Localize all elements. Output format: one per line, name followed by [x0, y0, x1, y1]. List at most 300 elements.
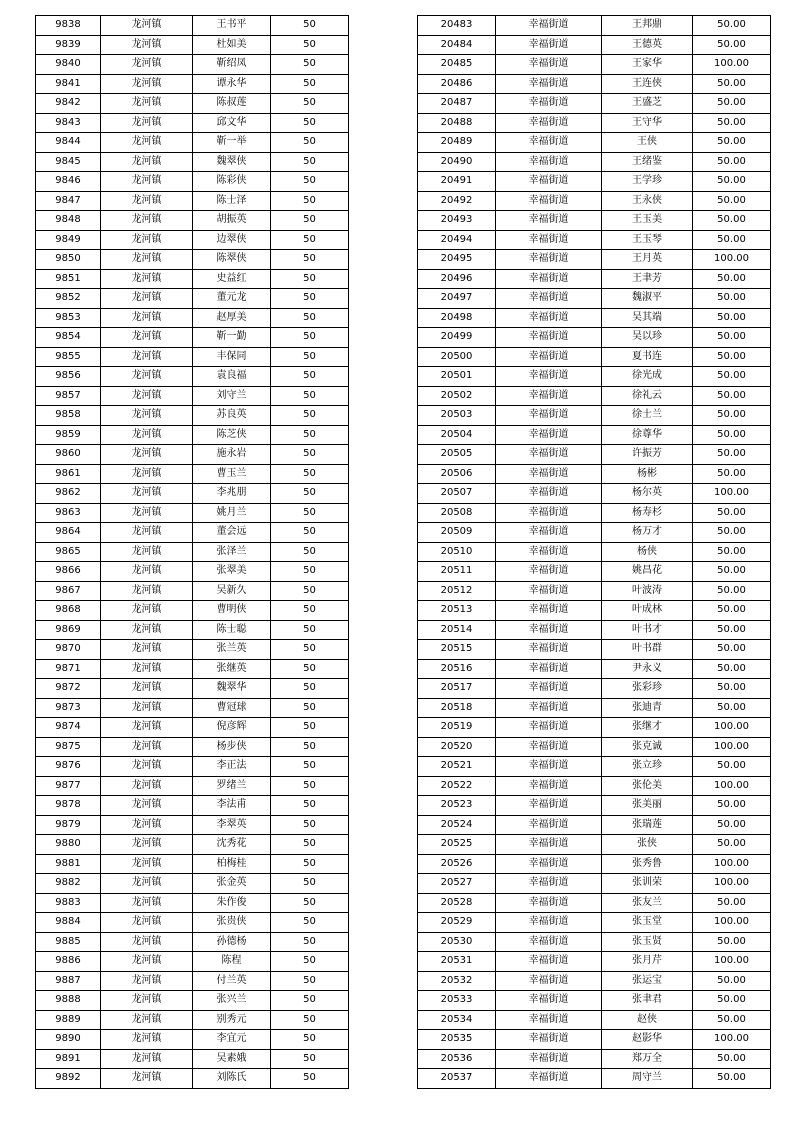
serial-number-cell: 20529 [418, 913, 496, 933]
serial-number-cell: 9873 [36, 698, 101, 718]
name-cell: 张继英 [193, 659, 271, 679]
amount-cell: 100.00 [693, 484, 771, 504]
town-cell: 幸福街道 [496, 932, 602, 952]
table-row [418, 854, 771, 874]
serial-number-cell: 20506 [418, 464, 496, 484]
table-row [36, 815, 349, 835]
town-cell: 龙河镇 [101, 289, 193, 309]
serial-number-cell: 9874 [36, 718, 101, 738]
table-row [36, 659, 349, 679]
serial-number-cell: 20513 [418, 601, 496, 621]
table-row [36, 718, 349, 738]
amount-cell: 50.00 [693, 406, 771, 426]
name-cell: 施永岩 [193, 445, 271, 465]
serial-number-cell: 20505 [418, 445, 496, 465]
table-row [36, 1030, 349, 1050]
table-row [418, 1030, 771, 1050]
town-cell: 幸福街道 [496, 464, 602, 484]
serial-number-cell: 9855 [36, 347, 101, 367]
table-row [36, 172, 349, 192]
amount-cell: 50 [271, 1069, 349, 1089]
serial-number-cell: 9838 [36, 16, 101, 36]
serial-number-cell: 20495 [418, 250, 496, 270]
town-cell: 幸福街道 [496, 679, 602, 699]
table-row [418, 269, 771, 289]
amount-cell: 50 [271, 425, 349, 445]
name-cell: 杨步侠 [193, 737, 271, 757]
amount-cell: 50 [271, 230, 349, 250]
name-cell: 曹冠球 [193, 698, 271, 718]
town-cell: 龙河镇 [101, 269, 193, 289]
serial-number-cell: 9859 [36, 425, 101, 445]
amount-cell: 50.00 [693, 211, 771, 231]
amount-cell: 50.00 [693, 932, 771, 952]
table-row [36, 737, 349, 757]
left-table [35, 15, 349, 1089]
town-cell: 龙河镇 [101, 308, 193, 328]
serial-number-cell: 20492 [418, 191, 496, 211]
name-cell: 杨侠 [602, 542, 693, 562]
name-cell: 苏良英 [193, 406, 271, 426]
town-cell: 幸福街道 [496, 1049, 602, 1069]
table-row [36, 854, 349, 874]
name-cell: 靳绍凤 [193, 55, 271, 75]
amount-cell: 50 [271, 601, 349, 621]
serial-number-cell: 9852 [36, 289, 101, 309]
table-row [36, 464, 349, 484]
serial-number-cell: 20500 [418, 347, 496, 367]
table-row [418, 835, 771, 855]
name-cell: 张友兰 [602, 893, 693, 913]
name-cell: 杨尔英 [602, 484, 693, 504]
town-cell: 龙河镇 [101, 386, 193, 406]
amount-cell: 50 [271, 562, 349, 582]
town-cell: 幸福街道 [496, 542, 602, 562]
table-row [36, 94, 349, 114]
serial-number-cell: 20514 [418, 620, 496, 640]
name-cell: 王德英 [602, 35, 693, 55]
table-row [36, 74, 349, 94]
table-row [36, 835, 349, 855]
table-row [36, 874, 349, 894]
name-cell: 胡振英 [193, 211, 271, 231]
serial-number-cell: 9861 [36, 464, 101, 484]
table-row [418, 991, 771, 1011]
table-row [36, 1069, 349, 1089]
name-cell: 郑万全 [602, 1049, 693, 1069]
town-cell: 幸福街道 [496, 406, 602, 426]
table-row [418, 347, 771, 367]
name-cell: 魏淑平 [602, 289, 693, 309]
name-cell: 魏翠华 [193, 679, 271, 699]
town-cell: 龙河镇 [101, 620, 193, 640]
name-cell: 吴以珍 [602, 328, 693, 348]
table-row [418, 445, 771, 465]
table-row [418, 113, 771, 133]
town-cell: 幸福街道 [496, 874, 602, 894]
amount-cell: 100.00 [693, 250, 771, 270]
town-cell: 幸福街道 [496, 445, 602, 465]
amount-cell: 50 [271, 308, 349, 328]
serial-number-cell: 9867 [36, 581, 101, 601]
town-cell: 龙河镇 [101, 542, 193, 562]
amount-cell: 50 [271, 94, 349, 114]
amount-cell: 50 [271, 250, 349, 270]
serial-number-cell: 20489 [418, 133, 496, 153]
serial-number-cell: 9858 [36, 406, 101, 426]
town-cell: 龙河镇 [101, 464, 193, 484]
name-cell: 陈程 [193, 952, 271, 972]
town-cell: 龙河镇 [101, 991, 193, 1011]
town-cell: 龙河镇 [101, 367, 193, 387]
serial-number-cell: 20531 [418, 952, 496, 972]
serial-number-cell: 9884 [36, 913, 101, 933]
table-row [418, 542, 771, 562]
amount-cell: 50 [271, 386, 349, 406]
serial-number-cell: 20491 [418, 172, 496, 192]
serial-number-cell: 9865 [36, 542, 101, 562]
town-cell: 龙河镇 [101, 952, 193, 972]
town-cell: 幸福街道 [496, 835, 602, 855]
amount-cell: 50 [271, 347, 349, 367]
name-cell: 王绪鉴 [602, 152, 693, 172]
amount-cell: 50 [271, 152, 349, 172]
town-cell: 龙河镇 [101, 698, 193, 718]
serial-number-cell: 20508 [418, 503, 496, 523]
town-cell: 龙河镇 [101, 230, 193, 250]
town-cell: 龙河镇 [101, 640, 193, 660]
serial-number-cell: 9864 [36, 523, 101, 543]
amount-cell: 50 [271, 893, 349, 913]
serial-number-cell: 20517 [418, 679, 496, 699]
name-cell: 叶书才 [602, 620, 693, 640]
table-row [418, 55, 771, 75]
town-cell: 幸福街道 [496, 289, 602, 309]
town-cell: 龙河镇 [101, 523, 193, 543]
table-row [36, 367, 349, 387]
serial-number-cell: 9849 [36, 230, 101, 250]
name-cell: 边翠侠 [193, 230, 271, 250]
serial-number-cell: 20488 [418, 113, 496, 133]
name-cell: 徐尊华 [602, 425, 693, 445]
amount-cell: 50.00 [693, 386, 771, 406]
table-row [418, 250, 771, 270]
name-cell: 张月芹 [602, 952, 693, 972]
amount-cell: 50.00 [693, 991, 771, 1011]
table-row [418, 133, 771, 153]
amount-cell: 50.00 [693, 562, 771, 582]
amount-cell: 50.00 [693, 620, 771, 640]
serial-number-cell: 9854 [36, 328, 101, 348]
amount-cell: 50 [271, 172, 349, 192]
town-cell: 幸福街道 [496, 659, 602, 679]
town-cell: 幸福街道 [496, 230, 602, 250]
name-cell: 张兴兰 [193, 991, 271, 1011]
table-row [36, 796, 349, 816]
amount-cell: 50 [271, 874, 349, 894]
name-cell: 王家华 [602, 55, 693, 75]
table-row [418, 191, 771, 211]
town-cell: 龙河镇 [101, 172, 193, 192]
name-cell: 张秀鲁 [602, 854, 693, 874]
amount-cell: 50.00 [693, 152, 771, 172]
amount-cell: 100.00 [693, 952, 771, 972]
amount-cell: 50 [271, 74, 349, 94]
table-row [418, 523, 771, 543]
serial-number-cell: 9856 [36, 367, 101, 387]
name-cell: 陈士聪 [193, 620, 271, 640]
name-cell: 靳一勤 [193, 328, 271, 348]
amount-cell: 50.00 [693, 815, 771, 835]
name-cell: 陈芝侠 [193, 425, 271, 445]
amount-cell: 50 [271, 679, 349, 699]
serial-number-cell: 9857 [36, 386, 101, 406]
name-cell: 张训荣 [602, 874, 693, 894]
serial-number-cell: 20516 [418, 659, 496, 679]
serial-number-cell: 9839 [36, 35, 101, 55]
serial-number-cell: 20490 [418, 152, 496, 172]
serial-number-cell: 9887 [36, 971, 101, 991]
amount-cell: 50 [271, 932, 349, 952]
serial-number-cell: 9842 [36, 94, 101, 114]
name-cell: 徐礼云 [602, 386, 693, 406]
name-cell: 王玉美 [602, 211, 693, 231]
serial-number-cell: 20512 [418, 581, 496, 601]
town-cell: 龙河镇 [101, 94, 193, 114]
serial-number-cell: 9851 [36, 269, 101, 289]
table-row [36, 230, 349, 250]
table-row [36, 191, 349, 211]
name-cell: 王月英 [602, 250, 693, 270]
town-cell: 龙河镇 [101, 503, 193, 523]
serial-number-cell: 20504 [418, 425, 496, 445]
amount-cell: 50.00 [693, 523, 771, 543]
table-row [418, 230, 771, 250]
town-cell: 龙河镇 [101, 425, 193, 445]
amount-cell: 100.00 [693, 718, 771, 738]
town-cell: 龙河镇 [101, 601, 193, 621]
town-cell: 幸福街道 [496, 815, 602, 835]
town-cell: 龙河镇 [101, 1010, 193, 1030]
name-cell: 张泽兰 [193, 542, 271, 562]
amount-cell: 50.00 [693, 425, 771, 445]
amount-cell: 50 [271, 367, 349, 387]
table-row [418, 1049, 771, 1069]
town-cell: 幸福街道 [496, 640, 602, 660]
serial-number-cell: 20534 [418, 1010, 496, 1030]
table-row [418, 152, 771, 172]
table-row [36, 932, 349, 952]
table-row [418, 386, 771, 406]
amount-cell: 50 [271, 757, 349, 777]
serial-number-cell: 20532 [418, 971, 496, 991]
amount-cell: 50 [271, 991, 349, 1011]
table-row [36, 308, 349, 328]
town-cell: 龙河镇 [101, 152, 193, 172]
town-cell: 龙河镇 [101, 971, 193, 991]
name-cell: 王聿芳 [602, 269, 693, 289]
town-cell: 龙河镇 [101, 854, 193, 874]
name-cell: 赵厚美 [193, 308, 271, 328]
town-cell: 幸福街道 [496, 152, 602, 172]
serial-number-cell: 9875 [36, 737, 101, 757]
amount-cell: 50.00 [693, 835, 771, 855]
table-row [418, 932, 771, 952]
table-row [36, 425, 349, 445]
table-row [418, 308, 771, 328]
serial-number-cell: 20503 [418, 406, 496, 426]
amount-cell: 50 [271, 133, 349, 153]
name-cell: 徐士兰 [602, 406, 693, 426]
table-row [418, 796, 771, 816]
table-row [36, 406, 349, 426]
amount-cell: 50 [271, 191, 349, 211]
table-row [418, 698, 771, 718]
amount-cell: 50.00 [693, 659, 771, 679]
town-cell: 龙河镇 [101, 74, 193, 94]
serial-number-cell: 20496 [418, 269, 496, 289]
town-cell: 幸福街道 [496, 854, 602, 874]
serial-number-cell: 9848 [36, 211, 101, 231]
table-row [418, 874, 771, 894]
town-cell: 幸福街道 [496, 971, 602, 991]
name-cell: 张金英 [193, 874, 271, 894]
town-cell: 幸福街道 [496, 893, 602, 913]
town-cell: 龙河镇 [101, 581, 193, 601]
town-cell: 龙河镇 [101, 1049, 193, 1069]
serial-number-cell: 20499 [418, 328, 496, 348]
serial-number-cell: 9885 [36, 932, 101, 952]
amount-cell: 50 [271, 55, 349, 75]
serial-number-cell: 9891 [36, 1049, 101, 1069]
serial-number-cell: 9853 [36, 308, 101, 328]
name-cell: 王学珍 [602, 172, 693, 192]
town-cell: 龙河镇 [101, 659, 193, 679]
serial-number-cell: 20536 [418, 1049, 496, 1069]
name-cell: 杜如美 [193, 35, 271, 55]
name-cell: 张聿君 [602, 991, 693, 1011]
name-cell: 张美丽 [602, 796, 693, 816]
town-cell: 龙河镇 [101, 133, 193, 153]
amount-cell: 50.00 [693, 367, 771, 387]
town-cell: 幸福街道 [496, 94, 602, 114]
table-row [36, 562, 349, 582]
town-cell: 龙河镇 [101, 16, 193, 36]
name-cell: 刘陈氏 [193, 1069, 271, 1089]
table-row [36, 776, 349, 796]
name-cell: 别秀元 [193, 1010, 271, 1030]
table-row [36, 601, 349, 621]
table-row [418, 406, 771, 426]
town-cell: 幸福街道 [496, 757, 602, 777]
table-row [36, 133, 349, 153]
table-row [36, 269, 349, 289]
amount-cell: 50.00 [693, 542, 771, 562]
name-cell: 付兰英 [193, 971, 271, 991]
serial-number-cell: 9892 [36, 1069, 101, 1089]
serial-number-cell: 9882 [36, 874, 101, 894]
table-row [36, 289, 349, 309]
serial-number-cell: 9850 [36, 250, 101, 270]
amount-cell: 50 [271, 16, 349, 36]
serial-number-cell: 20533 [418, 991, 496, 1011]
town-cell: 幸福街道 [496, 172, 602, 192]
amount-cell: 50.00 [693, 74, 771, 94]
serial-number-cell: 9880 [36, 835, 101, 855]
serial-number-cell: 20515 [418, 640, 496, 660]
amount-cell: 50.00 [693, 35, 771, 55]
amount-cell: 50.00 [693, 16, 771, 36]
name-cell: 王邦鼎 [602, 16, 693, 36]
table-row [418, 289, 771, 309]
town-cell: 幸福街道 [496, 250, 602, 270]
amount-cell: 100.00 [693, 854, 771, 874]
table-row [36, 35, 349, 55]
table-row [418, 74, 771, 94]
table-row [418, 367, 771, 387]
amount-cell: 50 [271, 913, 349, 933]
amount-cell: 50.00 [693, 601, 771, 621]
amount-cell: 50.00 [693, 698, 771, 718]
serial-number-cell: 20525 [418, 835, 496, 855]
amount-cell: 50 [271, 1030, 349, 1050]
amount-cell: 50 [271, 35, 349, 55]
serial-number-cell: 9866 [36, 562, 101, 582]
town-cell: 龙河镇 [101, 835, 193, 855]
name-cell: 袁良福 [193, 367, 271, 387]
serial-number-cell: 9846 [36, 172, 101, 192]
town-cell: 龙河镇 [101, 211, 193, 231]
town-cell: 幸福街道 [496, 113, 602, 133]
town-cell: 龙河镇 [101, 55, 193, 75]
table-row [418, 16, 771, 36]
name-cell: 吴其端 [602, 308, 693, 328]
table-row [36, 523, 349, 543]
amount-cell: 50.00 [693, 679, 771, 699]
town-cell: 龙河镇 [101, 815, 193, 835]
amount-cell: 50 [271, 581, 349, 601]
town-cell: 龙河镇 [101, 445, 193, 465]
town-cell: 龙河镇 [101, 737, 193, 757]
name-cell: 王书平 [193, 16, 271, 36]
serial-number-cell: 20537 [418, 1069, 496, 1089]
amount-cell: 50.00 [693, 581, 771, 601]
amount-cell: 100.00 [693, 776, 771, 796]
town-cell: 幸福街道 [496, 308, 602, 328]
amount-cell: 50 [271, 659, 349, 679]
amount-cell: 50.00 [693, 640, 771, 660]
name-cell: 许振芳 [602, 445, 693, 465]
serial-number-cell: 9869 [36, 620, 101, 640]
table-row [36, 698, 349, 718]
town-cell: 幸福街道 [496, 718, 602, 738]
town-cell: 幸福街道 [496, 35, 602, 55]
name-cell: 王永侠 [602, 191, 693, 211]
serial-number-cell: 9888 [36, 991, 101, 1011]
serial-number-cell: 20493 [418, 211, 496, 231]
town-cell: 龙河镇 [101, 328, 193, 348]
name-cell: 孙德杨 [193, 932, 271, 952]
table-row [418, 503, 771, 523]
amount-cell: 50.00 [693, 464, 771, 484]
table-row [36, 991, 349, 1011]
name-cell: 叶书群 [602, 640, 693, 660]
table-row [418, 94, 771, 114]
serial-number-cell: 20535 [418, 1030, 496, 1050]
town-cell: 幸福街道 [496, 952, 602, 972]
name-cell: 张立珍 [602, 757, 693, 777]
table-row [418, 35, 771, 55]
